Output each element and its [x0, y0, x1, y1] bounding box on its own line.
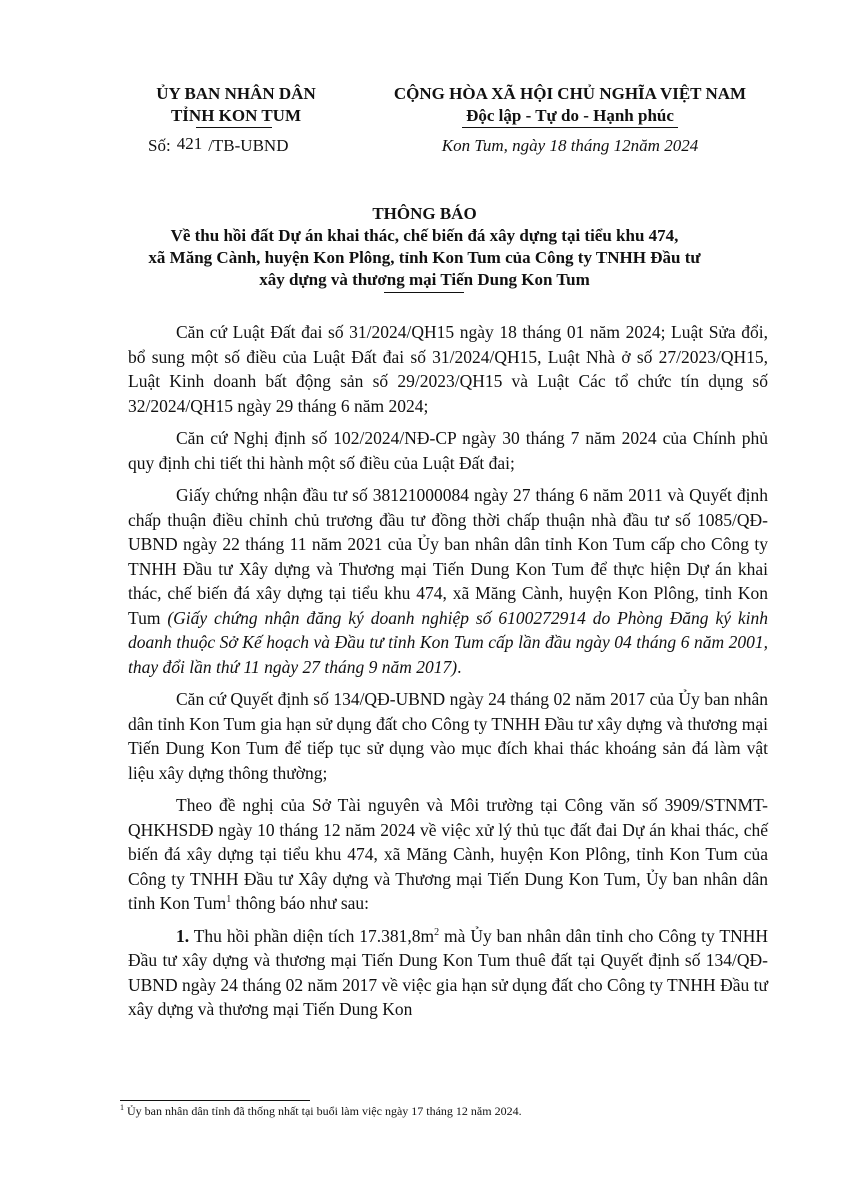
document-body [128, 320, 768, 1030]
document-number-prefix: Số: [148, 136, 171, 155]
legal-basis-paragraph-2: Căn cứ Nghị định số 102/2024/NĐ-CP ngày 30 tháng 7 năm 2024 của Chính phủ quy định chi tiết thi hành một số điều của Luật Đất đai; [128, 428, 768, 473]
document-number-value: 421 [176, 134, 203, 153]
subject-line3: xây dựng và thương mại Tiến Dung Kon Tum [259, 270, 590, 289]
footnote [120, 1103, 522, 1119]
footnote-text: Ủy ban nhân dân tỉnh đã thống nhất tại buổi làm việc ngày 17 tháng 12 năm 2024. [124, 1104, 522, 1118]
paragraph-3-italic: (Giấy chứng nhận đăng ký doanh nghiệp số 6100272914 do Phòng Đăng ký kinh doanh thuộc Sở Kế hoạch và Đầu tư tỉnh Kon Tum cấp lần đầu ngày 04 tháng 6 năm 2001, thay đổi lần thứ 11 ngày 27 tháng 9 năm 2017) [128, 607, 769, 677]
title-underline [384, 292, 464, 293]
issuing-authority-line2: TỈNH KON TUM [170, 106, 302, 125]
legal-basis-paragraph-4: Căn cứ Quyết định số 134/QĐ-UBND ngày 24 tháng 02 năm 2017 của Ủy ban nhân dân tỉnh Kon Tum gia hạn sử dụng đất cho Công ty TNHH Đầu tư xây dựng và thương mại Tiến Dung Kon Tum để tiếp tục sử dụng vào mục đích khai thác khoáng sản đá làm vật liệu xây dựng thông thường; [128, 689, 768, 783]
legal-basis-paragraph-1: Căn cứ Luật Đất đai số 31/2024/QH15 ngày 18 tháng 01 năm 2024; Luật Sửa đổi, bổ sung một số điều của Luật Đất đai số 31/2024/QH15, Luật Nhà ở số 27/2023/QH15, Luật Kinh doanh bất động sản số 29/2023/QH15 và Luật Các tổ chức tín dụng số 32/2024/QH15 ngày 29 tháng 6 năm 2024; [128, 322, 768, 416]
footnote-mark: 1 [120, 1103, 124, 1112]
paragraph-3-end: . [457, 656, 462, 677]
subject-line2: xã Măng Cành, huyện Kon Plông, tỉnh Kon Tum của Công ty TNHH Đầu tư [148, 248, 701, 267]
proposal-main: Theo đề nghị của Sở Tài nguyên và Môi trường tại Công văn số 3909/STNMT-QHKHSDĐ ngày 10 tháng 12 năm 2024 về việc xử lý thủ tục đất đai Dự án khai thác, chế biến đá xây dựng tại tiểu khu 474, xã Măng Cành, huyện Kon Plông, tỉnh Kon Tum của Công ty TNHH Đầu tư Xây dựng và Thương mại Tiến Dung Kon Tum, Ủy ban nhân dân tỉnh Kon Tum [128, 795, 768, 913]
document-number [148, 136, 288, 156]
footnote-divider [120, 1100, 310, 1101]
document-number-suffix: /TB-UBND [208, 136, 289, 155]
article-1-text-a: Thu hồi phần diện tích 17.381,8m [189, 925, 435, 946]
place-date: Kon Tum, ngày 18 tháng 12năm 2024 [441, 136, 699, 155]
paragraph-3-main: Giấy chứng nhận đầu tư số 38121000084 ngày 27 tháng 6 năm 2011 và Quyết định chấp thuận điều chỉnh chủ trương đầu tư đồng thời chấp thuận nhà đầu tư số 1085/QĐ-UBND ngày 22 tháng 11 năm 2021 của Ủy ban nhân dân tỉnh Kon Tum cấp cho Công ty TNHH Đầu tư Xây dựng và Thương mại Tiến Dung Kon Tum để thực hiện Dự án khai thác, chế biến đá xây dựng tại tiểu khu 474, xã Măng Cành, huyện Kon Plông, tỉnh Kon Tum [128, 485, 768, 628]
national-title: CỘNG HÒA XÃ HỘI CHỦ NGHĨA VIỆT NAM [393, 84, 747, 103]
motto-underline [462, 127, 678, 128]
article-1-number: 1. [176, 925, 190, 946]
proposal-end: thông báo như sau: [231, 893, 370, 913]
subject-line1: Về thu hồi đất Dự án khai thác, chế biến đá xây dựng tại tiểu khu 474, [170, 226, 679, 245]
article-1-text-b: mà Ủy ban nhân dân tỉnh cho Công ty TNHH Đầu tư xây dựng và thương mại Tiến Dung Kon Tum thuê đất tại Quyết định số 134/QĐ-UBND ngày 24 tháng 02 năm 2017 về việc gia hạn sử dụng đất cho Công ty TNHH Đầu tư xây dựng và thương mại Tiến Dung Kon [128, 925, 768, 1019]
legal-basis-paragraph-3 [128, 483, 768, 679]
footnote-reference: 1 [226, 894, 232, 906]
article-1-paragraph [128, 924, 768, 1022]
national-motto: Độc lập - Tự do - Hạnh phúc [466, 106, 674, 125]
authority-underline [196, 127, 272, 128]
document-type-heading: THÔNG BÁO [372, 204, 477, 223]
area-unit-superscript: 2 [434, 926, 440, 938]
issuing-authority-line1: ỦY BAN NHÂN DÂN [156, 84, 316, 103]
proposal-paragraph [128, 793, 768, 916]
